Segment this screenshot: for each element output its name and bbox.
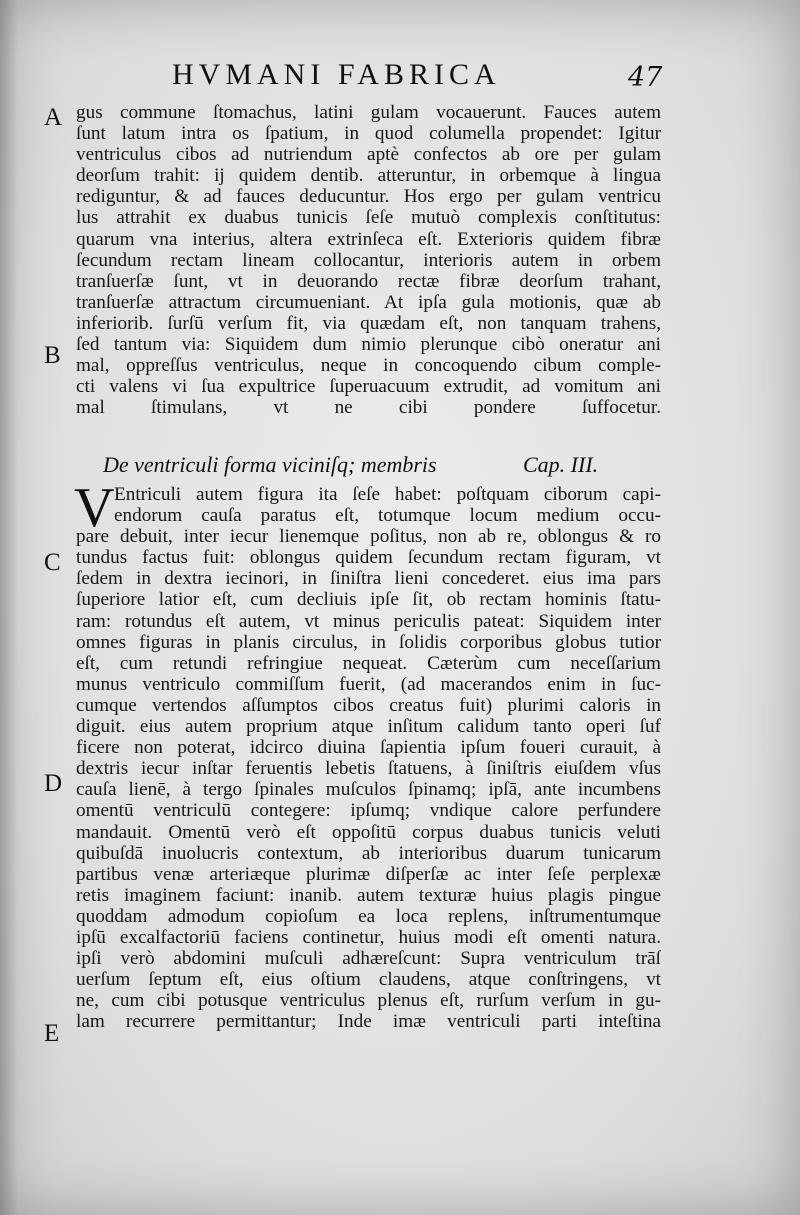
text-line: endorum cauſa paratus eſt, totumque locum medium occu- <box>114 505 661 527</box>
text-line: dextris iecur inſtar feruentis lebetis ſtatuens, à ſiniſtris eiuſdem vſus <box>76 758 661 780</box>
text-line: cauſa lienē, à tergo ſpinales muſculos ſpinamq; ipſā, ante incumbens <box>76 779 661 801</box>
text-line: mandauit. Omentū verò eſt oppoſitū corpus duabus tunicis veluti <box>76 821 661 843</box>
paragraph-2 <box>76 484 661 1032</box>
text-line: ventriculus cibos ad nutriendum aptè confectos ab ore per gulam <box>76 144 661 166</box>
text-line: retis imaginem faciunt: inanib. autem texturæ huius plagis pingue <box>76 884 661 906</box>
text-line: ſecundum rectam lineam collocantur, interioris autem in orbem <box>76 249 661 271</box>
text-line: eſt, cum retundi refringiue nequeat. Cæterùm cum neceſſarium <box>76 652 661 674</box>
margin-letter-b: B <box>44 342 61 369</box>
text-line: cti valens vi ſua expultrice ſuperuacuum extrudit, ad vomitum ani <box>76 376 661 398</box>
text-line: deorſum trahit: ij quidem dentib. atteruntur, in orbemque à lingua <box>76 165 661 187</box>
text-line: ficere non poterat, idcirco diuina ſapientia ipſum foueri curauit, à <box>76 737 661 759</box>
text-line: ſunt latum intra os ſpatium, in quod columella propendet: Igitur <box>76 123 661 145</box>
text-line: omentū ventriculū contegere: ipſumq; vndique calore perfundere <box>76 800 661 822</box>
text-line: Entriculi autem figura ita ſeſe habet: poſtquam ciborum capi- <box>114 484 661 505</box>
text-line: quoddam admodum copioſum ea loca replens, inſtrumentumque <box>76 905 661 927</box>
text-line: ſed tantum via: Siquidem dum nimio plerunque cibò oneratur ani <box>76 334 661 356</box>
text-line: lus attrahit ex duabus tunicis ſeſe mutuò complexis conſtitutus: <box>76 207 661 229</box>
text-line: quibuſdā inuolucris contextum, ab interioribus duarum tunicarum <box>76 842 661 864</box>
text-line: omnes figuras in planis circulus, in ſolidis corporibus globus tutior <box>76 631 661 653</box>
text-line: mal ſtimulans, vt ne cibi pondere ſuffocetur. <box>76 397 661 419</box>
text-line: ſedem in dextra iecinori, in ſiniſtra lieni concederet. eius ima pars <box>76 568 661 590</box>
running-title: HVMANI FABRICA <box>172 58 501 91</box>
chapter-number: Cap. III. <box>523 452 599 477</box>
text-line: quarum vna interius, altera extrinſeca eſt. Exterioris quidem fibræ <box>76 228 661 250</box>
text-line: tranſuerſæ ſunt, vt in deuorando rectæ fibræ deorſum trahant, <box>76 270 661 292</box>
text-line: mal, oppreſſus ventriculus, neque in concoquendo cibum comple- <box>76 355 661 377</box>
text-line: munus ventriculo commiſſum fuerit, (ad macerandos enim in ſuc- <box>76 673 661 695</box>
page-number: 47 <box>628 62 663 93</box>
margin-letter-c: C <box>44 549 61 576</box>
text-line: inferiorib. ſurſū verſum fit, via quædam eſt, non tanquam trahens, <box>76 312 661 334</box>
margin-letter-d: D <box>44 770 63 797</box>
spine-shadow <box>0 0 18 1215</box>
text-line: cumque vertendos aſſumptos cibos creatus fuit) plurimi caloris in <box>76 694 661 716</box>
text-line: tundus factus fuit: oblongus quidem ſecundum rectam figuram, vt <box>76 547 661 569</box>
chapter-heading <box>103 452 623 478</box>
drop-capital: V <box>74 477 115 539</box>
text-line: gus commune ſtomachus, latini gulam vocauerunt. Fauces autem <box>76 102 661 123</box>
text-line: ipſi verò abdomini muſculi adhæreſcunt: Supra ventriculum trāſ <box>76 948 661 970</box>
paragraph-1 <box>76 102 661 418</box>
chapter-title: De ventriculi forma viciniſq; membris <box>103 452 437 477</box>
text-line: ipſū excalfactoriū faciens continetur, huius modi eſt omenti natura. <box>76 926 661 948</box>
text-line: uerſum ſeptum eſt, eius oſtium claudens, atque conſtringens, vt <box>76 969 661 991</box>
text-line: diguit. eius autem proprium atque inſitum calidum tanto operi ſuf <box>76 716 661 738</box>
text-line: lam recurrere permittantur; Inde imæ ventriculi parti inteſtina <box>76 1011 661 1033</box>
text-line: ne, cum cibi potusque ventriculus plenus eſt, rurſum verſum in gu- <box>76 990 661 1012</box>
text-line: ſuperiore latior eſt, cum decliuis ipſe ſit, ob rectam hominis ſtatu- <box>76 589 661 611</box>
text-line: partibus venæ arteriæque plurimæ diſperſæ ac inter ſeſe perplexæ <box>76 863 661 885</box>
margin-letter-a: A <box>44 104 63 131</box>
text-line: ram: rotundus eſt autem, vt minus periculis pateat: Siquidem inter <box>76 610 661 632</box>
text-line: rediguntur, & ad fauces deducuntur. Hos ergo per gulam ventricu <box>76 186 661 208</box>
margin-letter-e: E <box>44 1020 60 1047</box>
text-line: pare debuit, inter iecur lienemque poſitus, non ab re, oblongus & ro <box>76 526 661 548</box>
text-line: tranſuerſæ attractum circumueniant. At ipſa gula motionis, quæ ab <box>76 291 661 313</box>
